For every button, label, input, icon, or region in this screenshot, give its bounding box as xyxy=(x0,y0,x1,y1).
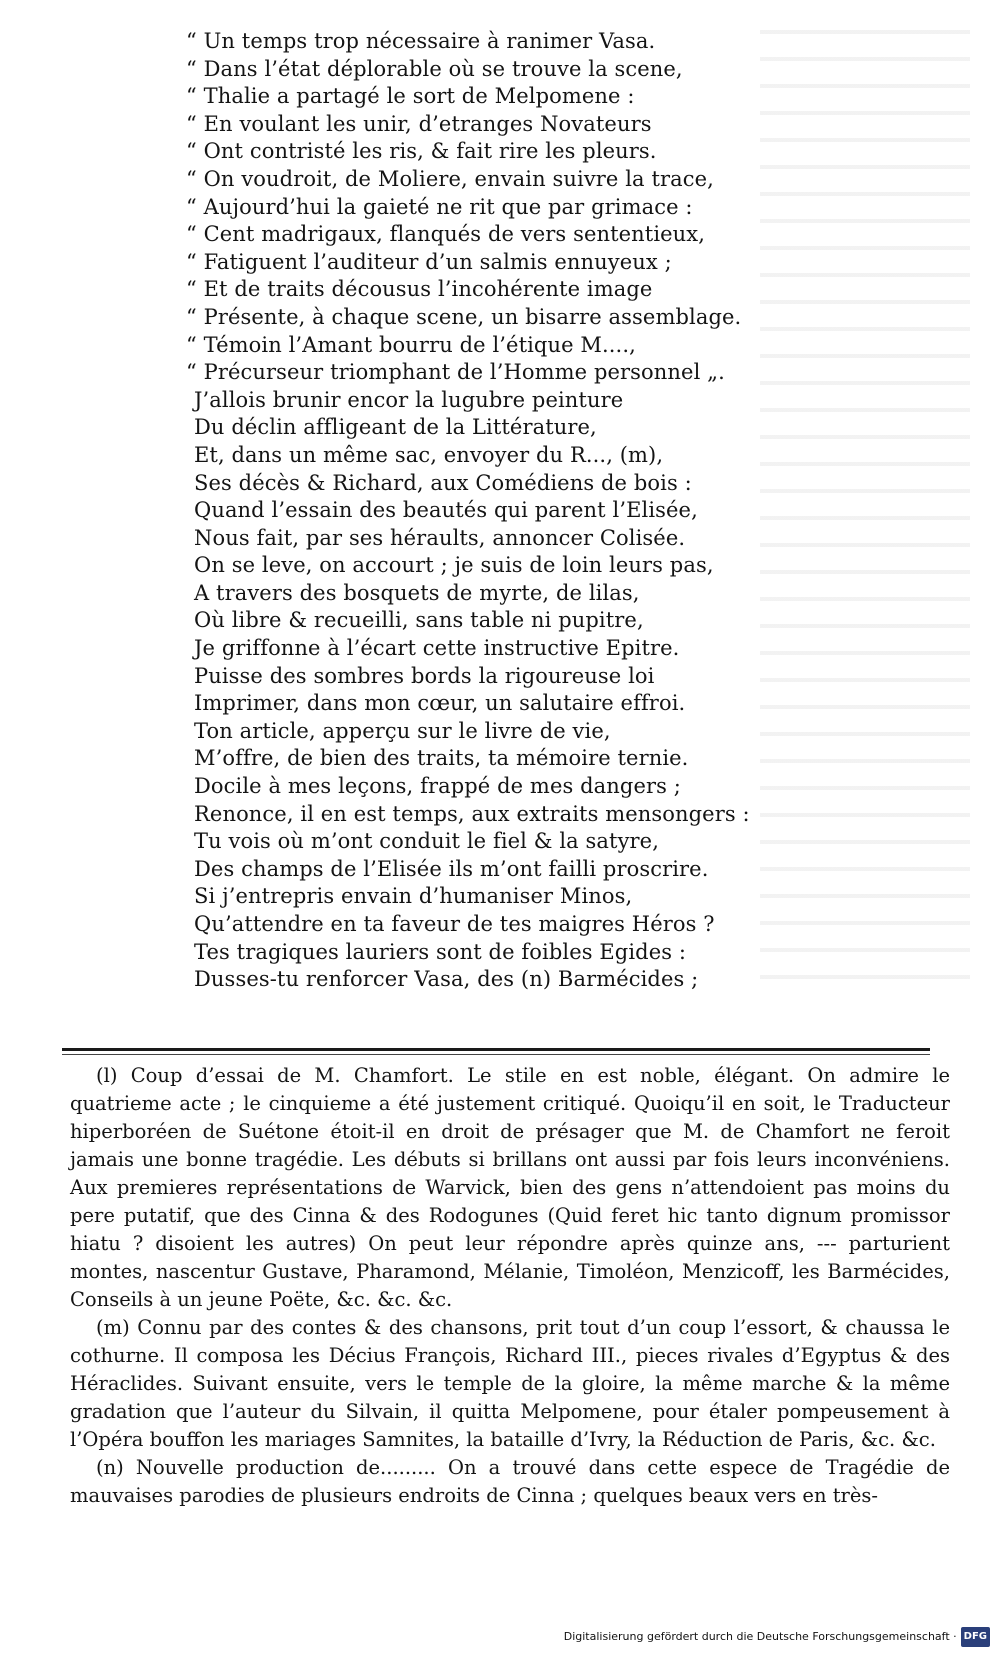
verse-line: Du déclin affligeant de la Littérature, xyxy=(194,415,597,440)
verse-line: “ Précurseur triomphant de l’Homme personnel „. xyxy=(186,360,725,385)
verse-line: “ En voulant les unir, d’etranges Novateurs xyxy=(186,111,652,136)
verse-line: J’allois brunir encor la lugubre peinture xyxy=(194,387,624,412)
verse-line: Puisse des sombres bords la rigoureuse loi xyxy=(194,663,655,688)
verse-line: Dusses-tu renforcer Vasa, des (n) Barmécides ; xyxy=(194,967,699,992)
digitization-credit xyxy=(564,1627,990,1647)
verse-line: “ Présente, à chaque scene, un bisarre assemblage. xyxy=(186,304,742,329)
verse-line: Nous fait, par ses héraults, annoncer Colisée. xyxy=(194,525,686,550)
footnote-m: (m) Connu par des contes & des chansons, prit tout d’un coup l’essort, & chaussa le cothurne. Il composa les Décius François, Richard III., pieces rivales d’Egyptus & des Héraclides. Suivant ensuite, vers le temple de la gloire, la même marche & la même gradation que l’auteur du Silvain, il quitta Melpomene, pour étaler pompeusement à l’Opéra bouffon les mariages Samnites, la bataille d’Ivry, la Réduction de Paris, &c. &c. xyxy=(70,1316,950,1451)
verse-line: Où libre & recueilli, sans table ni pupitre, xyxy=(194,608,644,633)
verse-line: Quand l’essain des beautés qui parent l’Elisée, xyxy=(194,498,698,523)
verse-line: Renonce, il en est temps, aux extraits mensongers : xyxy=(194,801,750,826)
footnote-l: (l) Coup d’essai de M. Chamfort. Le stile en est noble, élégant. On admire le quatrieme acte ; le cinquieme a été justement critiqué. Quoiqu’il en soit, le Traducteur hiperboréen de Suétone étoit-il en droit de présager que M. de Chamfort ne feroit jamais une bonne tragédie. Les débuts si brillans ont aussi par fois leurs inconvéniens. Aux premieres représentations de Warvick, bien des gens n’attendoient pas moins du pere putatif, que des Cinna & des Rodogunes (Quid feret hic tanto dignum promissor hiatu ? disoient les autres) On peut leur répondre après quinze ans, --- parturient montes, nascentur Gustave, Pharamond, Mélanie, Timoléon, Menzicoff, les Barmécides, Conseils à un jeune Poëte, &c. &c. &c. xyxy=(70,1064,950,1311)
footnote-n: (n) Nouvelle production de......... On a trouvé dans cette espece de Tragédie de mauvaises parodies de plusieurs endroits de Cinna ; quelques beaux vers en très- xyxy=(70,1456,950,1507)
verse-line: Des champs de l’Elisée ils m’ont failli proscrire. xyxy=(194,856,709,881)
verse-line: M’offre, de bien des traits, ta mémoire ternie. xyxy=(194,746,689,771)
verse-block xyxy=(180,28,780,994)
verse-line: Ses décès & Richard, aux Comédiens de bois : xyxy=(194,470,692,495)
verse-line: Ton article, apperçu sur le livre de vie, xyxy=(194,718,611,743)
verse-line: “ Fatiguent l’auditeur d’un salmis ennuyeux ; xyxy=(186,249,672,274)
verse-line: Docile à mes leçons, frappé de mes dangers ; xyxy=(194,774,681,799)
verse-line: “ On voudroit, de Moliere, envain suivre la trace, xyxy=(186,166,714,191)
show-through-text xyxy=(760,20,970,980)
verse-line: A travers des bosquets de myrte, de lilas, xyxy=(194,580,640,605)
verse-line: “ Témoin l’Amant bourru de l’étique M...., xyxy=(186,332,636,357)
footnote-rule-thin xyxy=(62,1054,930,1055)
verse-line: “ Thalie a partagé le sort de Melpomene : xyxy=(186,84,635,109)
credit-text: Digitalisierung gefördert durch die Deutsche Forschungsgemeinschaft · xyxy=(563,1630,957,1643)
verse-line: Je griffonne à l’écart cette instructive Epitre. xyxy=(194,636,680,661)
verse-line: “ Cent madrigaux, flanqués de vers sententieux, xyxy=(186,222,706,247)
verse-line: “ Dans l’état déplorable où se trouve la scene, xyxy=(186,56,683,81)
verse-line: Tu vois où m’ont conduit le fiel & la satyre, xyxy=(194,829,659,854)
verse-line: On se leve, on accourt ; je suis de loin leurs pas, xyxy=(194,553,714,578)
verse-line: Si j’entrepris envain d’humaniser Minos, xyxy=(194,884,633,909)
verse-line: Tes tragiques lauriers sont de foibles Egides : xyxy=(194,939,687,964)
verse-line: “ Ont contristé les ris, & fait rire les pleurs. xyxy=(186,139,657,164)
verse-line: Qu’attendre en ta faveur de tes maigres Héros ? xyxy=(194,912,715,936)
verse-line: “ Aujourd’hui la gaieté ne rit que par grimace : xyxy=(186,194,693,219)
verse-line: “ Un temps trop nécessaire à ranimer Vasa. xyxy=(186,29,656,53)
footnote-rule xyxy=(62,1048,930,1051)
dfg-logo: DFG xyxy=(961,1627,990,1647)
footnotes xyxy=(70,1062,950,1510)
verse-line: Et, dans un même sac, envoyer du R..., (m), xyxy=(194,442,664,467)
verse-line: “ Et de traits décousus l’incohérente image xyxy=(186,277,653,302)
verse-line: Imprimer, dans mon cœur, un salutaire effroi. xyxy=(194,691,686,716)
